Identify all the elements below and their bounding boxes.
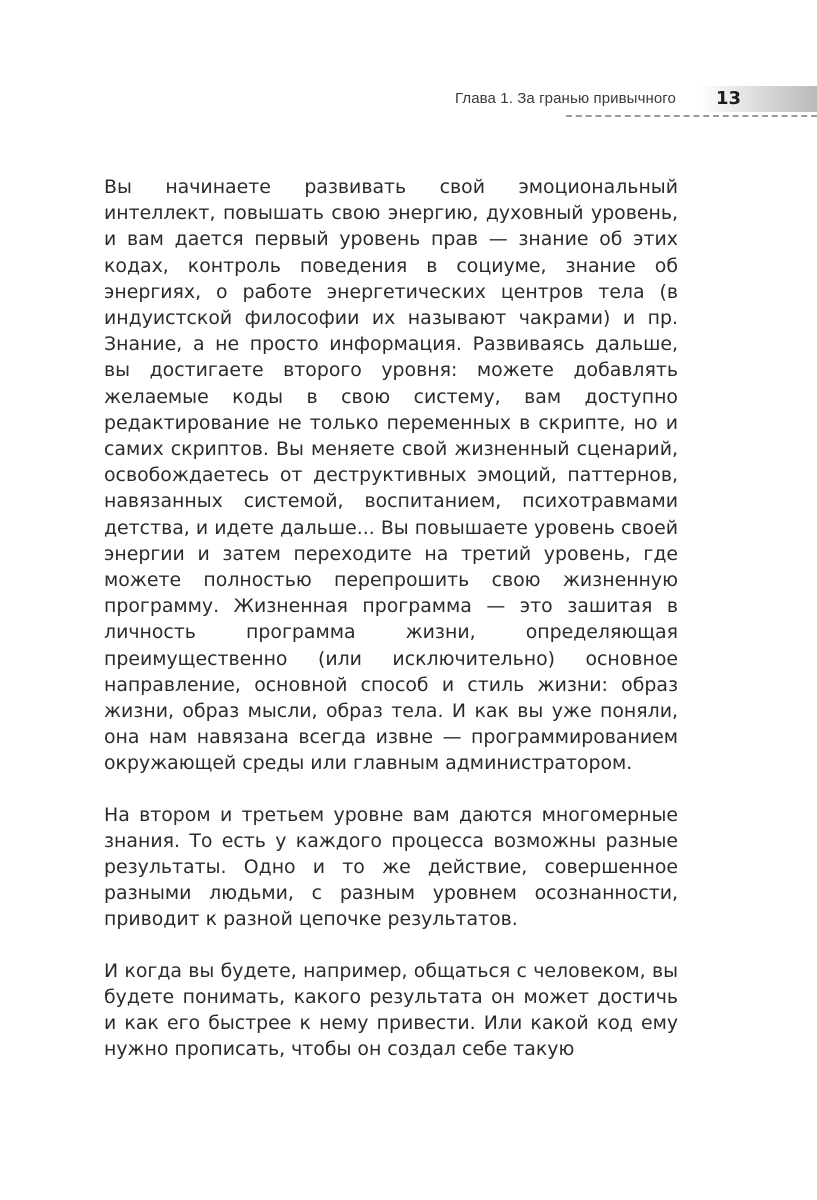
chapter-title: Глава 1. За гранью привычного xyxy=(454,90,676,107)
running-header xyxy=(0,82,817,122)
header-dashed-rule xyxy=(566,115,817,117)
paragraph: На втором и третьем уровне вам даются многомерные знания. То есть у каждого процесса возможны разные результаты. Одно и то же действие, совершенное разными людьми, с разным уровнем осознанности, приводит к разной цепочке результатов. xyxy=(104,803,678,931)
page-number: 13 xyxy=(716,88,742,109)
paragraph: Вы начинаете развивать свой эмоциональный интеллект, повышать свою энергию, духовный уровень, и вам дается первый уровень прав — знание об этих кодах, контроль поведения в социуме, знание об энергиях, о работе энергетических центров тела (в индуистской философии их называют чакрами) и пр. Знание, а не просто информация. Развиваясь дальше, вы достигаете второго уровня: можете добавлять желаемые коды в свою систему, вам доступно редактирование не только переменных в скрипте, но и самих скриптов. Вы меняете свой жизненный сценарий, освобождаетесь от деструктивных эмоций, паттернов, навязанных системой, воспитанием, психотравмами детства, и идете дальше... Вы повышаете уровень своей энергии и затем переходите на третий уровень, где можете полностью перепрошить свою жизненную программу. Жизненная программа — это зашитая в личность программа жизни, определяющая преимущественно (или исключительно) основное направление, основной способ и стиль жизни: образ жизни, образ мысли, образ тела. И как вы уже поняли, она нам навязана всегда извне — программированием окружающей среды или главным администратором. xyxy=(104,176,678,775)
body-text xyxy=(104,174,678,1088)
paragraph: И когда вы будете, например, общаться с человеком, вы будете понимать, какого результата он может достичь и как его быстрее к нему привести. Или какой код ему нужно прописать, чтобы он создал себе такую xyxy=(104,959,678,1061)
